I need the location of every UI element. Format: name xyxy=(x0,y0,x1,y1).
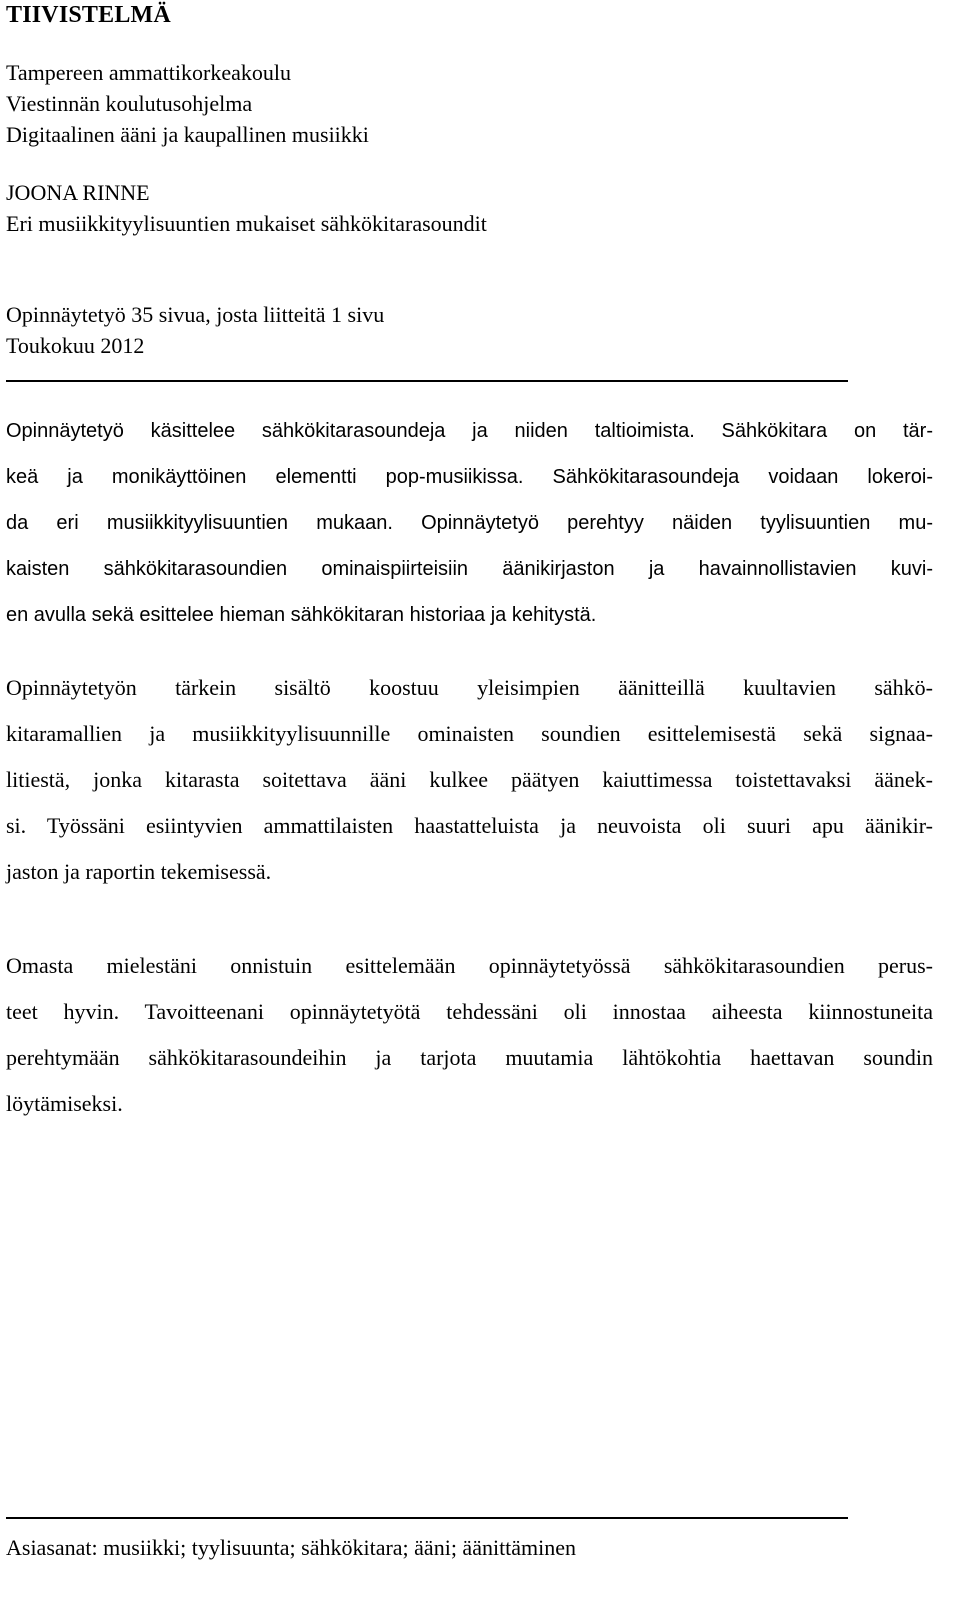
paragraph-line: perehtymään sähkökitarasoundeihin ja tarjota muutamia lähtökohtia haettavan soundin xyxy=(6,1045,933,1070)
paragraph-line: en avulla sekä esittelee hieman sähkökitaran historiaa ja kehitystä. xyxy=(6,604,597,626)
abstract-paragraph xyxy=(6,416,933,646)
bottom-divider xyxy=(6,1517,848,1519)
author-name: JOONA RINNE xyxy=(6,180,150,205)
paragraph-line: si. Työssäni esiintyvien ammattilaisten haastatteluista ja neuvoista oli suuri apu äänikir- xyxy=(6,813,933,838)
school-name: Tampereen ammattikorkeakoulu xyxy=(6,60,291,85)
abstract-paragraph xyxy=(6,951,933,1135)
paragraph-line: da eri musiikkityylisuuntien mukaan. Opinnäytetyö perehtyy näiden tyylisuuntien mu- xyxy=(6,512,933,534)
specialisation-name: Digitaalinen ääni ja kaupallinen musiikki xyxy=(6,122,369,147)
paragraph-line: litiestä, jonka kitarasta soitettava ääni kulkee päätyen kaiuttimessa toistettavaksi äänek- xyxy=(6,767,933,792)
paragraph-line: Opinnäytetyö käsittelee sähkökitarasoundeja ja niiden taltioimista. Sähkökitara on tär- xyxy=(6,420,933,442)
keywords: Asiasanat: musiikki; tyylisuunta; sähkökitara; ääni; äänittäminen xyxy=(6,1535,577,1560)
paragraph-line: kaisten sähkökitarasoundien ominaispiirteisiin äänikirjaston ja havainnollistavien kuvi- xyxy=(6,558,933,580)
top-divider xyxy=(6,380,848,382)
page-title: TIIVISTELMÄ xyxy=(6,2,171,28)
programme-name: Viestinnän koulutusohjelma xyxy=(6,91,253,116)
paragraph-line: jaston ja raportin tekemisessä. xyxy=(6,859,272,884)
thesis-title: Eri musiikkityylisuuntien mukaiset sähkökitarasoundit xyxy=(6,211,487,236)
paragraph-line: teet hyvin. Tavoitteenani opinnäytetyötä tehdessäni oli innostaa aiheesta kiinnostuneita xyxy=(6,999,933,1024)
paragraph-line: Omasta mielestäni onnistuin esittelemään opinnäytetyössä sähkökitarasoundien perus- xyxy=(6,953,933,978)
thesis-info: Opinnäytetyö 35 sivua, josta liitteitä 1 sivu xyxy=(6,302,385,327)
thesis-date: Toukokuu 2012 xyxy=(6,333,145,358)
paragraph-line: löytämiseksi. xyxy=(6,1091,123,1116)
paragraph-line: keä ja monikäyttöinen elementti pop-musiikissa. Sähkökitarasoundeja voidaan lokeroi- xyxy=(6,466,933,488)
paragraph-line: Opinnäytetyön tärkein sisältö koostuu yleisimpien äänitteillä kuultavien sähkö- xyxy=(6,675,933,700)
paragraph-line: kitaramallien ja musiikkityylisuunnille ominaisten soundien esittelemisestä sekä signaa- xyxy=(6,721,933,746)
abstract-paragraph xyxy=(6,673,933,903)
